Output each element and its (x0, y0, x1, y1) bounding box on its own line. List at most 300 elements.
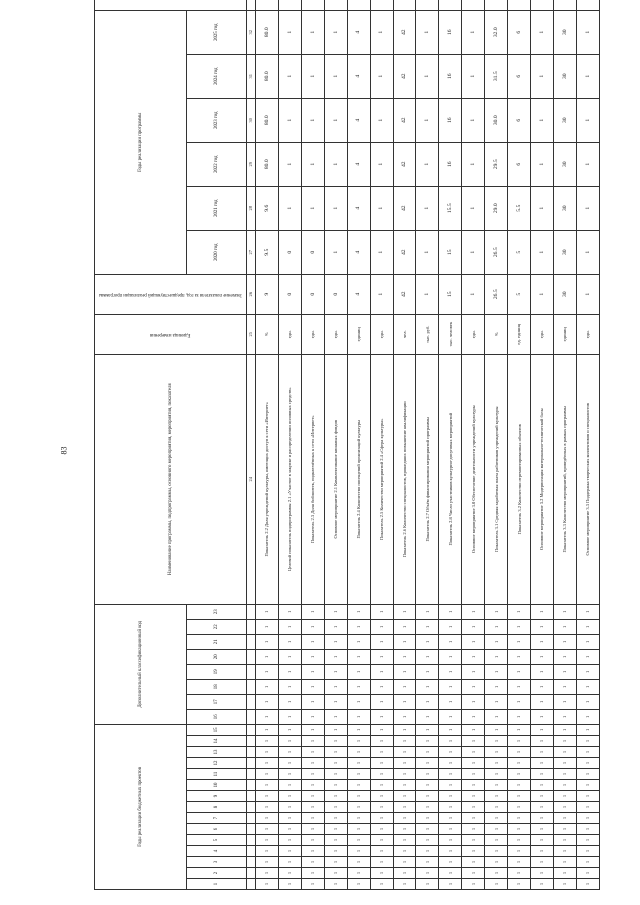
code-cell: 1 (416, 679, 439, 694)
code-cell: 1 (256, 634, 279, 649)
budget-flag-cell: 1 (485, 813, 508, 824)
budget-flag-cell: 1 (439, 835, 462, 846)
code-cell: 1 (508, 664, 531, 679)
column-number-cell (247, 694, 256, 709)
code-cell: 1 (416, 709, 439, 724)
budget-flag-cell: 1 (462, 868, 485, 879)
budget-flag-cell: 1 (256, 879, 279, 890)
code-cell: 1 (301, 649, 324, 664)
budget-flag-cell: 1 (576, 802, 599, 813)
year-value: 1 (416, 98, 439, 142)
budget-flag-cell: 1 (508, 802, 531, 813)
column-number: 24 (247, 354, 256, 604)
indicator-target-value (347, 0, 370, 10)
table-row (462, 0, 485, 890)
budget-flag-cell: 1 (416, 736, 439, 747)
year-value: 1 (576, 230, 599, 274)
table-row (531, 0, 554, 890)
budget-flag-cell: 1 (553, 802, 576, 813)
budget-flag-cell: 1 (508, 868, 531, 879)
budget-flag-cell: 1 (416, 758, 439, 769)
budget-flag-cell: 1 (278, 769, 301, 780)
budget-flag-cell: 1 (347, 724, 370, 735)
table-row (553, 0, 576, 890)
header-budget-subcol: 6 (187, 824, 247, 835)
budget-flag-cell: 1 (324, 724, 347, 735)
budget-flag-cell: 1 (531, 791, 554, 802)
budget-flag-cell: 1 (278, 724, 301, 735)
code-cell: 1 (393, 679, 416, 694)
budget-flag-cell: 1 (485, 724, 508, 735)
header-target-value (95, 0, 247, 10)
budget-flag-cell: 1 (370, 802, 393, 813)
indicator-table (94, 0, 600, 890)
budget-flag-cell: 1 (278, 879, 301, 890)
code-cell: 1 (256, 694, 279, 709)
budget-flag-cell: 1 (301, 824, 324, 835)
code-cell: 1 (508, 694, 531, 709)
year-value: 1 (370, 186, 393, 230)
code-cell: 1 (553, 709, 576, 724)
code-cell: 1 (393, 649, 416, 664)
code-cell: 1 (393, 634, 416, 649)
page-number: 83 (59, 446, 69, 455)
budget-flag-cell: 1 (347, 780, 370, 791)
code-cell: 1 (416, 619, 439, 634)
code-cell: 1 (324, 709, 347, 724)
budget-flag-cell: 1 (439, 813, 462, 824)
code-cell: 1 (301, 634, 324, 649)
budget-flag-cell: 1 (485, 857, 508, 868)
budget-flag-cell: 1 (393, 791, 416, 802)
code-cell: 1 (462, 604, 485, 619)
column-number-cell (247, 813, 256, 824)
budget-flag-cell: 1 (370, 857, 393, 868)
year-value: 1 (462, 54, 485, 98)
code-cell: 1 (439, 709, 462, 724)
budget-flag-cell: 1 (347, 857, 370, 868)
table-row (301, 0, 324, 890)
code-cell: 1 (576, 649, 599, 664)
code-cell: 1 (462, 649, 485, 664)
budget-flag-cell: 1 (370, 769, 393, 780)
budget-flag-cell: 1 (301, 879, 324, 890)
code-cell: 1 (462, 679, 485, 694)
indicator-base-value: 1 (416, 274, 439, 314)
year-value: 1 (416, 54, 439, 98)
year-value: 4 (347, 142, 370, 186)
code-cell: 1 (508, 679, 531, 694)
code-cell: 1 (576, 634, 599, 649)
header-budget-subcol: 4 (187, 846, 247, 857)
budget-flag-cell: 1 (301, 724, 324, 735)
budget-flag-cell: 1 (439, 758, 462, 769)
year-value: 30 (553, 54, 576, 98)
table-row (256, 0, 279, 890)
indicator-unit: тыс. человек (439, 314, 462, 354)
code-cell: 1 (278, 694, 301, 709)
indicator-unit: едн. (462, 314, 485, 354)
column-number-cell (247, 724, 256, 735)
budget-flag-cell: 1 (553, 791, 576, 802)
header-budget-subcol: 9 (187, 791, 247, 802)
code-cell: 1 (576, 709, 599, 724)
budget-flag-cell: 1 (416, 813, 439, 824)
budget-flag-cell: 1 (576, 780, 599, 791)
budget-flag-cell: 1 (531, 813, 554, 824)
header-year: 2022 год (187, 142, 247, 186)
code-cell: 1 (508, 619, 531, 634)
budget-flag-cell: 1 (324, 835, 347, 846)
year-value: 5 (508, 230, 531, 274)
budget-flag-cell: 1 (278, 747, 301, 758)
code-cell: 1 (485, 619, 508, 634)
code-cell: 1 (370, 679, 393, 694)
indicator-base-value: 15 (439, 274, 462, 314)
budget-flag-cell: 1 (485, 824, 508, 835)
code-cell: 1 (324, 649, 347, 664)
code-cell: 1 (576, 604, 599, 619)
column-number-cell (247, 769, 256, 780)
column-number: 25 (247, 314, 256, 354)
budget-flag-cell: 1 (278, 813, 301, 824)
budget-flag-cell: 1 (462, 769, 485, 780)
indicator-unit: едн. (324, 314, 347, 354)
code-cell: 1 (553, 619, 576, 634)
budget-flag-cell: 1 (462, 724, 485, 735)
budget-flag-cell: 1 (508, 857, 531, 868)
budget-flag-cell: 1 (301, 791, 324, 802)
budget-flag-cell: 1 (485, 769, 508, 780)
code-cell: 1 (462, 619, 485, 634)
year-value: 80.0 (256, 98, 279, 142)
code-cell: 1 (531, 604, 554, 619)
year-value: 1 (301, 186, 324, 230)
budget-flag-cell: 1 (324, 879, 347, 890)
indicator-base-value: 4 (347, 274, 370, 314)
header-code-subcol: 18 (187, 679, 247, 694)
year-value: 80.0 (256, 54, 279, 98)
code-cell: 1 (462, 709, 485, 724)
code-cell: 1 (576, 619, 599, 634)
budget-flag-cell: 1 (553, 724, 576, 735)
code-cell: 1 (393, 619, 416, 634)
indicator-unit: едн. (301, 314, 324, 354)
column-number-cell (247, 619, 256, 634)
code-cell: 1 (370, 604, 393, 619)
year-value: 6 (508, 142, 531, 186)
year-value: 1 (416, 186, 439, 230)
year-value: 0 (278, 230, 301, 274)
budget-flag-cell: 1 (256, 835, 279, 846)
year-value: 30 (553, 10, 576, 54)
header-code-subcol: 17 (187, 694, 247, 709)
year-value: 1 (324, 230, 347, 274)
budget-flag-cell: 1 (347, 769, 370, 780)
year-value: 1 (370, 10, 393, 54)
budget-flag-cell: 1 (256, 824, 279, 835)
table-row (485, 0, 508, 890)
header-budget-subcol: 14 (187, 736, 247, 747)
year-value: 1 (301, 98, 324, 142)
code-cell: 1 (531, 709, 554, 724)
budget-flag-cell: 1 (393, 824, 416, 835)
indicator-base-value: 1 (576, 274, 599, 314)
column-number: 27 (247, 230, 256, 274)
code-cell: 1 (485, 664, 508, 679)
code-cell: 1 (393, 664, 416, 679)
indicator-name: Основное мероприятие 3.0 Обеспечение деятельности учреждений культуры (462, 354, 485, 604)
budget-flag-cell: 1 (324, 780, 347, 791)
code-cell: 1 (553, 694, 576, 709)
header-budget-subcol: 1 (187, 879, 247, 890)
header-year: 2024 год (187, 54, 247, 98)
budget-flag-cell: 1 (508, 846, 531, 857)
code-cell: 1 (324, 619, 347, 634)
year-value: 6 (508, 10, 531, 54)
budget-flag-cell: 1 (416, 747, 439, 758)
budget-flag-cell: 1 (393, 813, 416, 824)
budget-flag-cell: 1 (324, 802, 347, 813)
budget-flag-cell: 1 (256, 857, 279, 868)
indicator-target-value (278, 0, 301, 10)
indicator-name: Показатель 2.8 Число участников культурно-досуговых мероприятий (439, 354, 462, 604)
indicator-base-value: 26.5 (485, 274, 508, 314)
year-value: 1 (576, 54, 599, 98)
budget-flag-cell: 1 (576, 758, 599, 769)
budget-flag-cell: 1 (278, 780, 301, 791)
year-value: 30 (553, 230, 576, 274)
indicator-target-value (393, 0, 416, 10)
budget-flag-cell: 1 (416, 802, 439, 813)
budget-flag-cell: 1 (485, 791, 508, 802)
budget-flag-cell: 1 (508, 813, 531, 824)
code-cell: 1 (485, 634, 508, 649)
budget-flag-cell: 1 (553, 813, 576, 824)
year-value: 32.0 (485, 10, 508, 54)
year-value: 1 (462, 230, 485, 274)
year-value: 16 (439, 98, 462, 142)
budget-flag-cell: 1 (324, 758, 347, 769)
year-value: 1 (462, 10, 485, 54)
budget-flag-cell: 1 (462, 736, 485, 747)
year-value: 1 (531, 54, 554, 98)
budget-flag-cell: 1 (256, 747, 279, 758)
code-cell: 1 (416, 649, 439, 664)
indicator-unit: тыс. руб. (416, 314, 439, 354)
column-number-cell (247, 758, 256, 769)
year-value: 29.5 (485, 142, 508, 186)
year-value: 1 (324, 186, 347, 230)
code-cell: 1 (301, 664, 324, 679)
code-cell: 1 (370, 649, 393, 664)
table-row (347, 0, 370, 890)
code-cell: 1 (416, 664, 439, 679)
table-row (439, 0, 462, 890)
budget-flag-cell: 1 (485, 868, 508, 879)
budget-flag-cell: 1 (439, 846, 462, 857)
budget-flag-cell: 1 (416, 868, 439, 879)
budget-flag-cell: 1 (393, 846, 416, 857)
code-cell: 1 (485, 709, 508, 724)
indicator-unit: чел. (393, 314, 416, 354)
budget-flag-cell: 1 (439, 747, 462, 758)
budget-flag-cell: 1 (531, 868, 554, 879)
budget-flag-cell: 1 (576, 736, 599, 747)
header-budget-subcol: 15 (187, 724, 247, 735)
indicator-target-value (324, 0, 347, 10)
budget-flag-cell: 1 (531, 747, 554, 758)
code-cell: 1 (416, 604, 439, 619)
code-cell: 1 (370, 709, 393, 724)
budget-flag-cell: 1 (462, 747, 485, 758)
year-value: 4 (347, 98, 370, 142)
code-cell: 1 (256, 664, 279, 679)
header-budget-project-years: Годы реализации бюджетных проектов (95, 724, 187, 889)
budget-flag-cell: 1 (462, 879, 485, 890)
budget-flag-cell: 1 (324, 868, 347, 879)
budget-flag-cell: 1 (347, 813, 370, 824)
indicator-name: Основное мероприятие 3.2 Модернизация материально-технической базы (531, 354, 554, 604)
code-cell: 1 (324, 664, 347, 679)
indicator-name: Показатель 2.7 Объём финансирования мероприятий программы (416, 354, 439, 604)
budget-flag-cell: 1 (324, 791, 347, 802)
header-row-groups (95, 0, 187, 890)
budget-flag-cell: 1 (416, 879, 439, 890)
table-row (370, 0, 393, 890)
budget-flag-cell: 1 (416, 846, 439, 857)
budget-flag-cell: 1 (508, 879, 531, 890)
table-row (324, 0, 347, 890)
budget-flag-cell: 1 (416, 824, 439, 835)
budget-flag-cell: 1 (439, 791, 462, 802)
indicator-name: Целевой показатель подпрограммы 2.1 «Участие в закупке и распределении основных средств» (278, 354, 301, 604)
budget-flag-cell: 1 (370, 813, 393, 824)
budget-flag-cell: 1 (347, 736, 370, 747)
budget-flag-cell: 1 (256, 758, 279, 769)
budget-flag-cell: 1 (462, 791, 485, 802)
indicator-name: Показатель 2.6 Количество специалистов, прошедших повышение квалификации (393, 354, 416, 604)
budget-flag-cell: 1 (508, 724, 531, 735)
indicator-unit: едн. (531, 314, 554, 354)
header-program-years: Годы реализации программы (95, 10, 187, 274)
code-cell: 1 (370, 664, 393, 679)
column-number: 31 (247, 54, 256, 98)
year-value: 16 (439, 10, 462, 54)
budget-flag-cell: 1 (393, 780, 416, 791)
budget-flag-cell: 1 (301, 813, 324, 824)
indicator-target-value (576, 0, 599, 10)
year-value: 1 (301, 54, 324, 98)
header-row-column-numbers (247, 0, 256, 890)
code-cell: 1 (416, 634, 439, 649)
header-year: 2020 год (187, 230, 247, 274)
code-cell: 1 (485, 694, 508, 709)
budget-flag-cell: 1 (576, 879, 599, 890)
budget-flag-cell: 1 (278, 802, 301, 813)
code-cell: 1 (256, 709, 279, 724)
code-cell: 1 (531, 679, 554, 694)
year-value: 9.5 (256, 230, 279, 274)
code-cell: 1 (531, 634, 554, 649)
budget-flag-cell: 1 (256, 769, 279, 780)
year-value: 42 (393, 54, 416, 98)
budget-flag-cell: 1 (324, 813, 347, 824)
column-number: 29 (247, 142, 256, 186)
indicator-name: Показатель 2.5 Количество мероприятий 2.4 «Сфера культуры» (370, 354, 393, 604)
column-number-cell (247, 679, 256, 694)
code-cell: 1 (508, 709, 531, 724)
header-year: 2023 год (187, 98, 247, 142)
code-cell: 1 (347, 634, 370, 649)
indicator-unit: едн. (576, 314, 599, 354)
budget-flag-cell: 1 (347, 824, 370, 835)
budget-flag-cell: 1 (462, 857, 485, 868)
indicator-name: Основное мероприятие 2.1 Комплектование книжных фондов (324, 354, 347, 604)
budget-flag-cell: 1 (439, 824, 462, 835)
header-code-subcol: 16 (187, 709, 247, 724)
header-budget-subcol: 5 (187, 835, 247, 846)
header-budget-subcol: 2 (187, 868, 247, 879)
year-value: 30.0 (485, 98, 508, 142)
budget-flag-cell: 1 (576, 824, 599, 835)
year-value: 1 (301, 142, 324, 186)
budget-flag-cell: 1 (416, 724, 439, 735)
year-value: 1 (278, 54, 301, 98)
header-budget-subcol: 12 (187, 758, 247, 769)
year-value: 42 (393, 230, 416, 274)
budget-flag-cell: 1 (393, 769, 416, 780)
code-cell: 1 (553, 679, 576, 694)
budget-flag-cell: 1 (278, 758, 301, 769)
table-row (508, 0, 531, 890)
year-value: 4 (347, 186, 370, 230)
table-row (576, 0, 599, 890)
budget-flag-cell: 1 (347, 846, 370, 857)
indicator-name: Показатель 2.2 Доля учреждений культуры, имеющих доступ к сети «Интернет» (256, 354, 279, 604)
budget-flag-cell: 1 (301, 802, 324, 813)
budget-flag-cell: 1 (347, 879, 370, 890)
indicator-base-value: 1 (531, 274, 554, 314)
code-cell: 1 (508, 649, 531, 664)
year-value: 1 (462, 142, 485, 186)
code-cell: 1 (576, 694, 599, 709)
year-value: 1 (278, 142, 301, 186)
year-value: 15 (439, 230, 462, 274)
indicator-base-value: 9 (256, 274, 279, 314)
header-year: 2021 год (187, 186, 247, 230)
code-cell: 1 (256, 649, 279, 664)
budget-flag-cell: 1 (553, 835, 576, 846)
year-value: 1 (531, 142, 554, 186)
budget-flag-cell: 1 (553, 758, 576, 769)
year-value: 6 (508, 98, 531, 142)
code-cell: 1 (278, 604, 301, 619)
code-cell: 1 (439, 649, 462, 664)
budget-flag-cell: 1 (416, 769, 439, 780)
code-cell: 1 (278, 619, 301, 634)
budget-flag-cell: 1 (553, 846, 576, 857)
budget-flag-cell: 1 (508, 758, 531, 769)
header-budget-subcol: 10 (187, 780, 247, 791)
budget-flag-cell: 1 (462, 780, 485, 791)
budget-flag-cell: 1 (347, 835, 370, 846)
code-cell: 1 (439, 679, 462, 694)
budget-flag-cell: 1 (531, 769, 554, 780)
code-cell: 1 (301, 679, 324, 694)
budget-flag-cell: 1 (324, 736, 347, 747)
year-value: 1 (576, 10, 599, 54)
